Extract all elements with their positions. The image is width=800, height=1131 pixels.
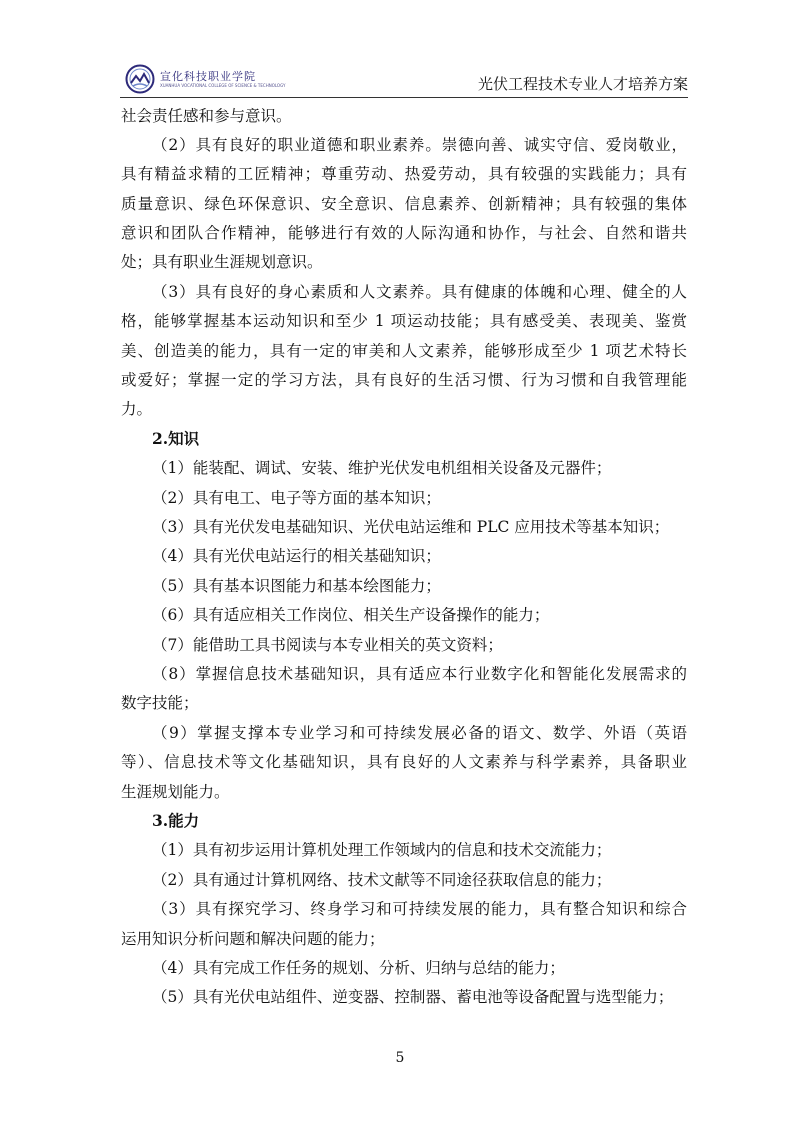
text-line: （5）具有基本识图能力和基本绘图能力； [152, 577, 441, 595]
text-line: 质量意识、绿色环保意识、安全意识、信息素养、创新精神；具有较强的集体 [121, 195, 687, 213]
text-line: 具有精益求精的工匠精神；尊重劳动、热爱劳动，具有较强的实践能力；具有 [121, 165, 687, 183]
text-line: 处；具有职业生涯规划意识。 [121, 253, 323, 271]
college-logo-icon [125, 64, 155, 94]
text-line: 数字技能； [121, 694, 199, 712]
header-divider [120, 97, 688, 98]
text-line: （8）掌握信息技术基础知识，具有适应本行业数字化和智能化发展需求的 [152, 665, 687, 683]
college-name: 宣化科技职业学院 [160, 70, 256, 83]
page-header [120, 58, 688, 98]
text-line: 格，能够掌握基本运动知识和至少 1 项运动技能；具有感受美、表现美、鉴赏 [121, 312, 687, 330]
text-line: （7）能借助工具书阅读与本专业相关的英文资料； [152, 636, 503, 654]
section-heading-knowledge: 2.知识 [152, 429, 200, 448]
text-line: 美、创造美的能力，具有一定的审美和人文素养，能够形成至少 1 项艺术特长 [121, 342, 687, 360]
text-line: （2）具有良好的职业道德和职业素养。崇德向善、诚实守信、爱岗敬业， [152, 136, 687, 154]
text-line: （2）具有电工、电子等方面的基本知识； [152, 489, 441, 507]
text-line: （2）具有通过计算机网络、技术文献等不同途径获取信息的能力； [152, 871, 612, 889]
section-heading-ability: 3.能力 [152, 811, 200, 830]
document-title: 光伏工程技术专业人才培养方案 [477, 75, 688, 93]
text-line: 等）、信息技术等文化基础知识，具有良好的人文素养与科学素养，具备职业 [121, 753, 687, 771]
text-line: 力。 [121, 400, 153, 418]
text-line: 运用知识分析问题和解决问题的能力； [121, 930, 385, 948]
text-line: （1）具有初步运用计算机处理工作领域内的信息和技术交流能力； [152, 841, 612, 859]
text-line: （9）掌握支撑本专业学习和可持续发展必备的语文、数学、外语（英语 [152, 724, 687, 742]
page-number: 5 [395, 1050, 405, 1066]
text-line: 生涯规划能力。 [121, 783, 230, 801]
text-line: （3）具有探究学习、终身学习和可持续发展的能力，具有整合知识和综合 [152, 900, 687, 918]
text-line: （1）能装配、调试、安装、维护光伏发电机组相关设备及元器件； [152, 459, 612, 477]
college-english-name: XUANHUA VOCATIONAL COLLEGE OF SCIENCE & TECHNOLOGY [160, 83, 286, 88]
text-line: 意识和团队合作精神，能够进行有效的人际沟通和协作，与社会、自然和谐共 [121, 224, 687, 242]
text-line: （6）具有适应相关工作岗位、相关生产设备操作的能力； [152, 606, 550, 624]
text-line: （4）具有完成工作任务的规划、分析、归纳与总结的能力； [152, 959, 565, 977]
text-line: （3）具有光伏发电基础知识、光伏电站运维和 PLC 应用技术等基本知识； [152, 518, 670, 536]
text-line: （3）具有良好的身心素质和人文素养。具有健康的体魄和心理、健全的人 [152, 283, 687, 301]
text-line: 社会责任感和参与意识。 [121, 107, 292, 125]
text-line: （5）具有光伏电站组件、逆变器、控制器、蓄电池等设备配置与选型能力； [152, 988, 674, 1006]
text-line: （4）具有光伏电站运行的相关基础知识； [152, 547, 441, 565]
text-line: 或爱好；掌握一定的学习方法，具有良好的生活习惯、行为习惯和自我管理能 [121, 371, 687, 389]
